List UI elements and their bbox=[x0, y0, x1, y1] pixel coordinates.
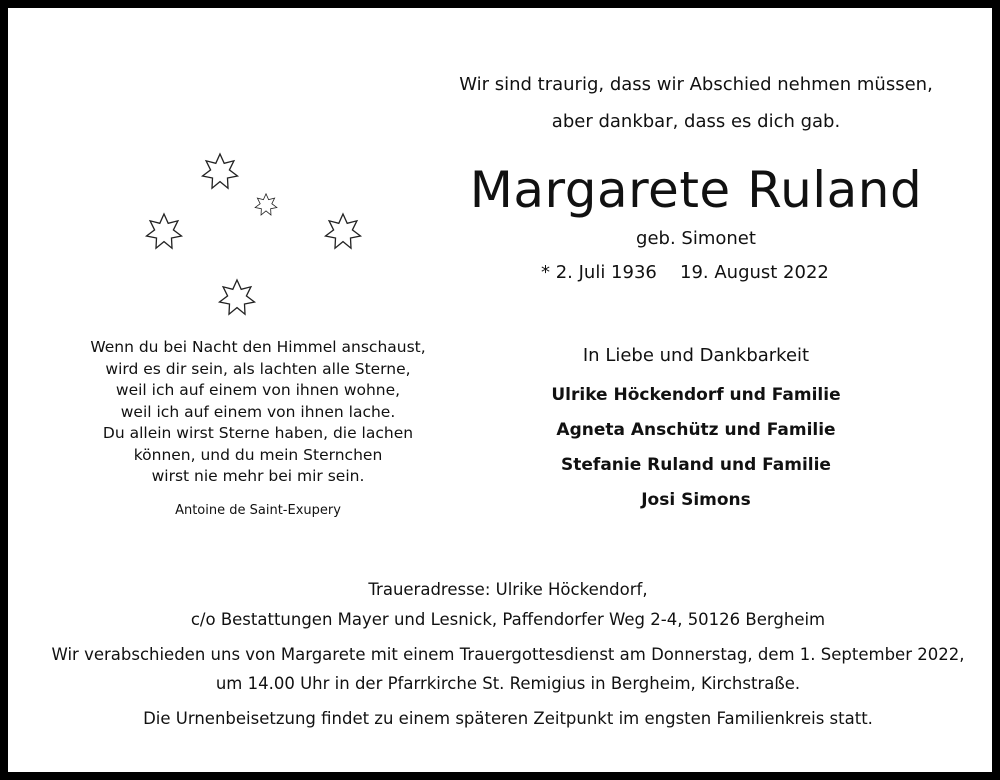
star-icon bbox=[220, 280, 255, 314]
poem-line: weil ich auf einem von ihnen lache. bbox=[120, 402, 396, 421]
poem-line: weil ich auf einem von ihnen wohne, bbox=[115, 381, 401, 399]
poem bbox=[48, 337, 468, 488]
address-line-1: Traueradresse: Ulrike Höckendorf, bbox=[368, 580, 648, 599]
mourners-heading: In Liebe und Dankbarkeit bbox=[582, 345, 810, 366]
address-line-2: c/o Bestattungen Mayer und Lesnick, Paffendorfer Weg 2-4, 50126 Bergheim bbox=[190, 610, 826, 629]
poem-line: wirst nie mehr bei mir sein. bbox=[151, 467, 365, 485]
service-line-1: Wir verabschieden uns von Margarete mit einem Trauergottesdienst am Donnerstag, dem 1. September 2022, bbox=[51, 645, 965, 664]
poem-line: wird es dir sein, als lachten alle Sterne, bbox=[105, 359, 411, 378]
birth-name: geb. Simonet bbox=[636, 228, 756, 249]
death-date: 19. August 2022 bbox=[680, 262, 829, 283]
poem-line: Du allein wirst Sterne haben, die lachen bbox=[102, 424, 414, 442]
stars-decoration bbox=[128, 138, 388, 328]
intro-line-1: Wir sind traurig, dass wir Abschied nehmen müssen, bbox=[459, 74, 933, 95]
urn-burial-notice: Die Urnenbeisetzung findet zu einem späteren Zeitpunkt im engsten Familienkreis statt. bbox=[143, 709, 873, 728]
birth-date: * 2. Juli 1936 bbox=[541, 262, 657, 283]
mourner-name: Agneta Anschütz und Familie bbox=[556, 420, 836, 440]
star-icon bbox=[326, 214, 361, 248]
service-line-2: um 14.00 Uhr in der Pfarrkirche St. Remigius in Bergheim, Kirchstraße. bbox=[215, 674, 801, 693]
poem-line: Wenn du bei Nacht den Himmel anschaust, bbox=[90, 338, 426, 356]
poem-author: Antoine de Saint-Exupery bbox=[175, 503, 341, 518]
poem-line: können, und du mein Sternchen bbox=[133, 445, 383, 464]
star-icon bbox=[255, 194, 277, 215]
star-icon bbox=[147, 214, 182, 248]
mourner-name: Ulrike Höckendorf und Familie bbox=[551, 385, 841, 405]
intro-line-2: aber dankbar, dass es dich gab. bbox=[551, 111, 841, 132]
deceased-name: Margarete Ruland bbox=[469, 161, 923, 219]
star-icon bbox=[203, 154, 238, 188]
mourner-name: Stefanie Ruland und Familie bbox=[561, 455, 831, 475]
mourner-name: Josi Simons bbox=[641, 490, 751, 510]
